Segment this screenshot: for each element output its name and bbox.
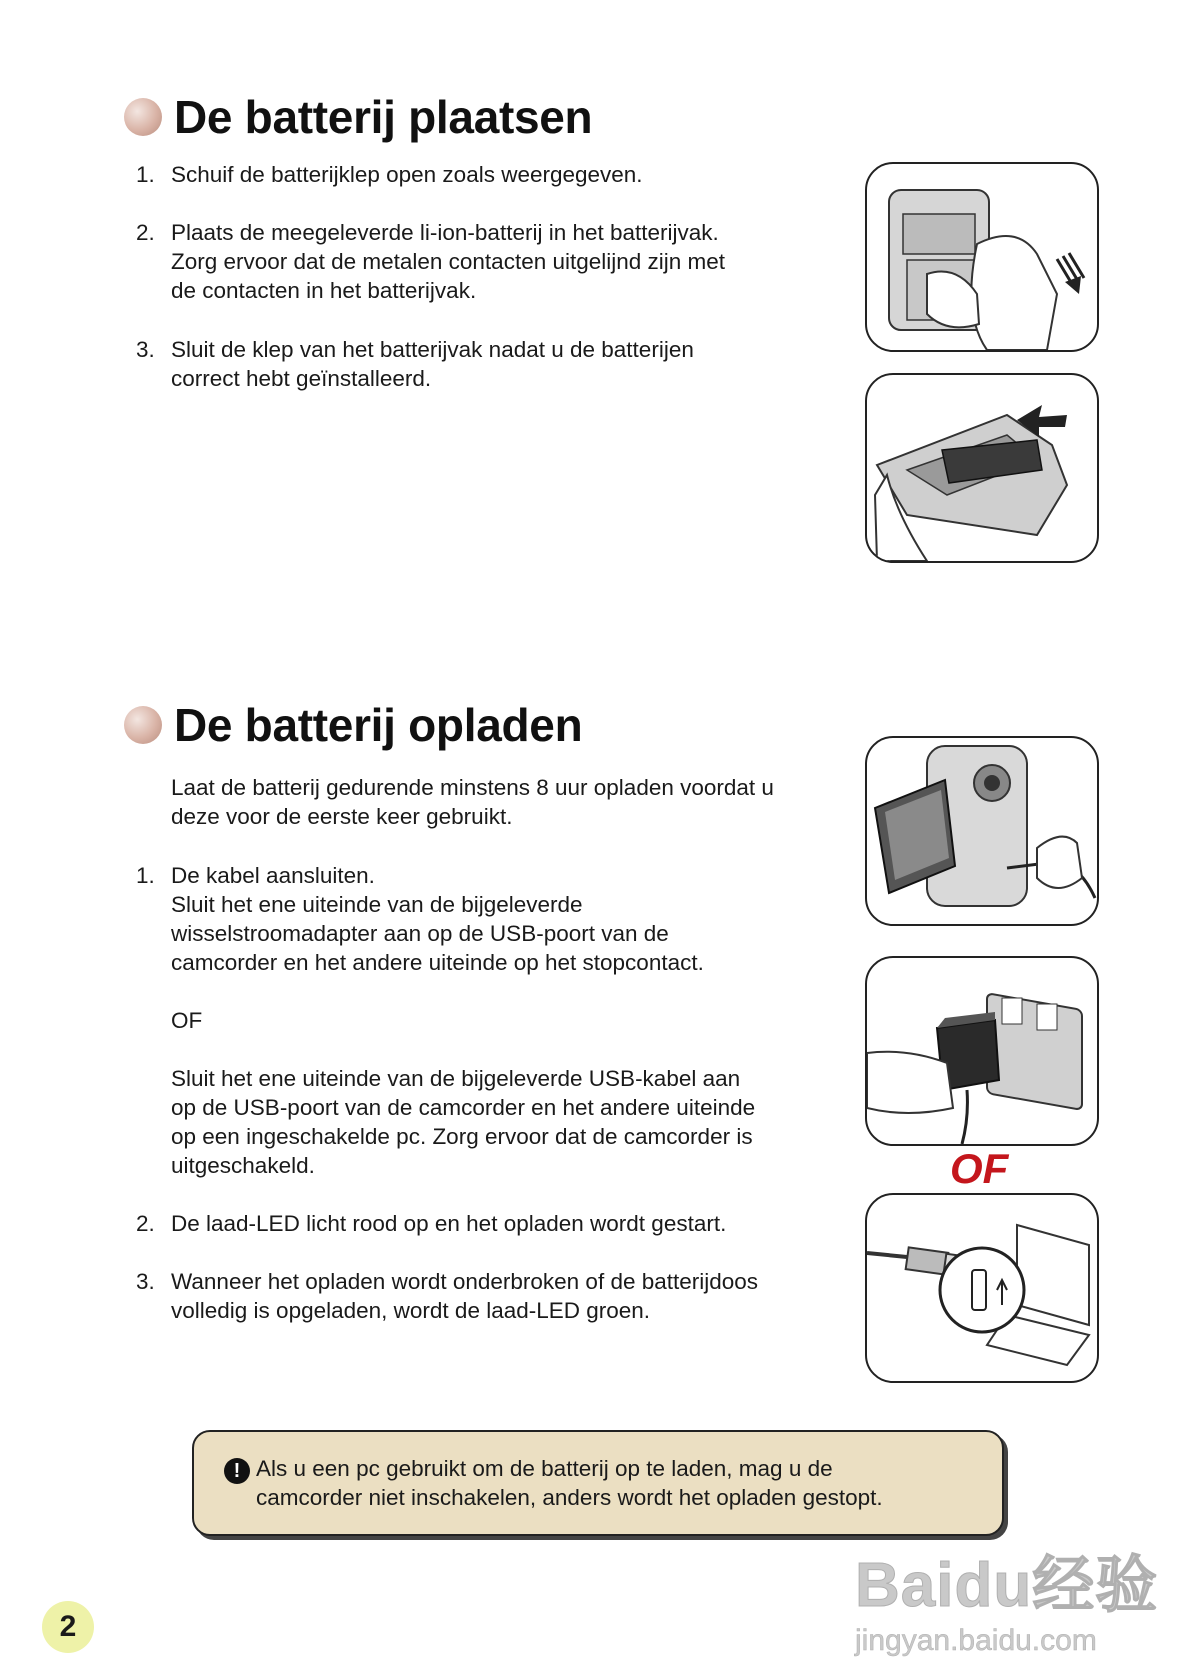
list-item-line: de contacten in het batterijvak.: [171, 278, 477, 303]
watermark-url: jingyan.baidu.com: [855, 1624, 1097, 1657]
heading-bullet-icon: [124, 706, 162, 744]
list-item-line: op een ingeschakelde pc. Zorg ervoor dat de camcorder is: [171, 1124, 753, 1149]
note-text: [256, 1454, 883, 1512]
figure-or-label: OF: [950, 1145, 1009, 1192]
list-number: 2.: [136, 220, 155, 245]
section-heading-charge-battery: [124, 698, 582, 752]
list-item-line: Plaats de meegeleverde li-ion-batterij in het batterijvak.: [171, 220, 719, 245]
or-text: OF: [171, 1008, 203, 1033]
list-item: [171, 335, 694, 393]
list-number: 1.: [136, 162, 155, 187]
list-item: [171, 1209, 726, 1238]
list-item-line: op de USB-poort van de camcorder en het andere uiteinde: [171, 1095, 756, 1120]
heading-bullet-icon: [124, 98, 162, 136]
note-line: camcorder niet inschakelen, anders wordt het opladen gestopt.: [256, 1485, 883, 1510]
paragraph-line: Laat de batterij gedurende minstens 8 uur opladen voordat u: [171, 775, 774, 800]
list-item-line: Sluit het ene uiteinde van de bijgeleverde USB-kabel aan: [171, 1066, 741, 1091]
list-item-line: camcorder en het andere uiteinde op het stopcontact.: [171, 950, 704, 975]
page-number: 2: [42, 1601, 94, 1653]
list-item-line: wisselstroomadapter aan op de USB-poort van de: [171, 921, 669, 946]
list-item-line: De laad-LED licht rood op en het opladen wordt gestart.: [171, 1211, 727, 1236]
watermark: [855, 1535, 1158, 1658]
section-heading-insert-battery: [124, 90, 592, 144]
watermark-logo: Baidu经验: [855, 1551, 1159, 1620]
figure-power-adapter-outlet: [865, 956, 1099, 1146]
note-line: Als u een pc gebruikt om de batterij op te laden, mag u de: [256, 1456, 833, 1481]
figure-insert-battery: [865, 373, 1099, 563]
exclamation-icon: !: [224, 1458, 250, 1484]
figure-camcorder-usb-port: [865, 736, 1099, 926]
list-number: 3.: [136, 1269, 155, 1294]
section-title: De batterij opladen: [174, 699, 583, 751]
list-number: 3.: [136, 337, 155, 362]
figure-open-battery-cover: [865, 162, 1099, 352]
list-item: [171, 1267, 758, 1325]
list-item-line: Schuif de batterijklep open zoals weergegeven.: [171, 162, 643, 187]
list-number: 2.: [136, 1211, 155, 1236]
note-box: [192, 1430, 1004, 1536]
list-item-heading: De kabel aansluiten.: [171, 863, 375, 888]
list-item-line: correct hebt geïnstalleerd.: [171, 366, 432, 391]
list-item-line: Sluit het ene uiteinde van de bijgeleverde: [171, 892, 583, 917]
list-item-line: Zorg ervoor dat de metalen contacten uitgelijnd zijn met: [171, 249, 726, 274]
list-item: [171, 218, 725, 305]
list-item-continued: [171, 1064, 755, 1180]
intro-paragraph: [171, 773, 774, 831]
list-item: [171, 861, 704, 977]
figure-usb-cable-pc: [865, 1193, 1099, 1383]
list-item-line: Wanneer het opladen wordt onderbroken of de batterijdoos: [171, 1269, 759, 1294]
list-item-line: volledig is opgeladen, wordt de laad-LED groen.: [171, 1298, 651, 1323]
list-item: [171, 160, 643, 189]
list-item-line: uitgeschakeld.: [171, 1153, 315, 1178]
list-number: 1.: [136, 863, 155, 888]
section-title: De batterij plaatsen: [174, 91, 593, 143]
list-item-line: Sluit de klep van het batterijvak nadat u de batterijen: [171, 337, 694, 362]
paragraph-line: deze voor de eerste keer gebruikt.: [171, 804, 513, 829]
